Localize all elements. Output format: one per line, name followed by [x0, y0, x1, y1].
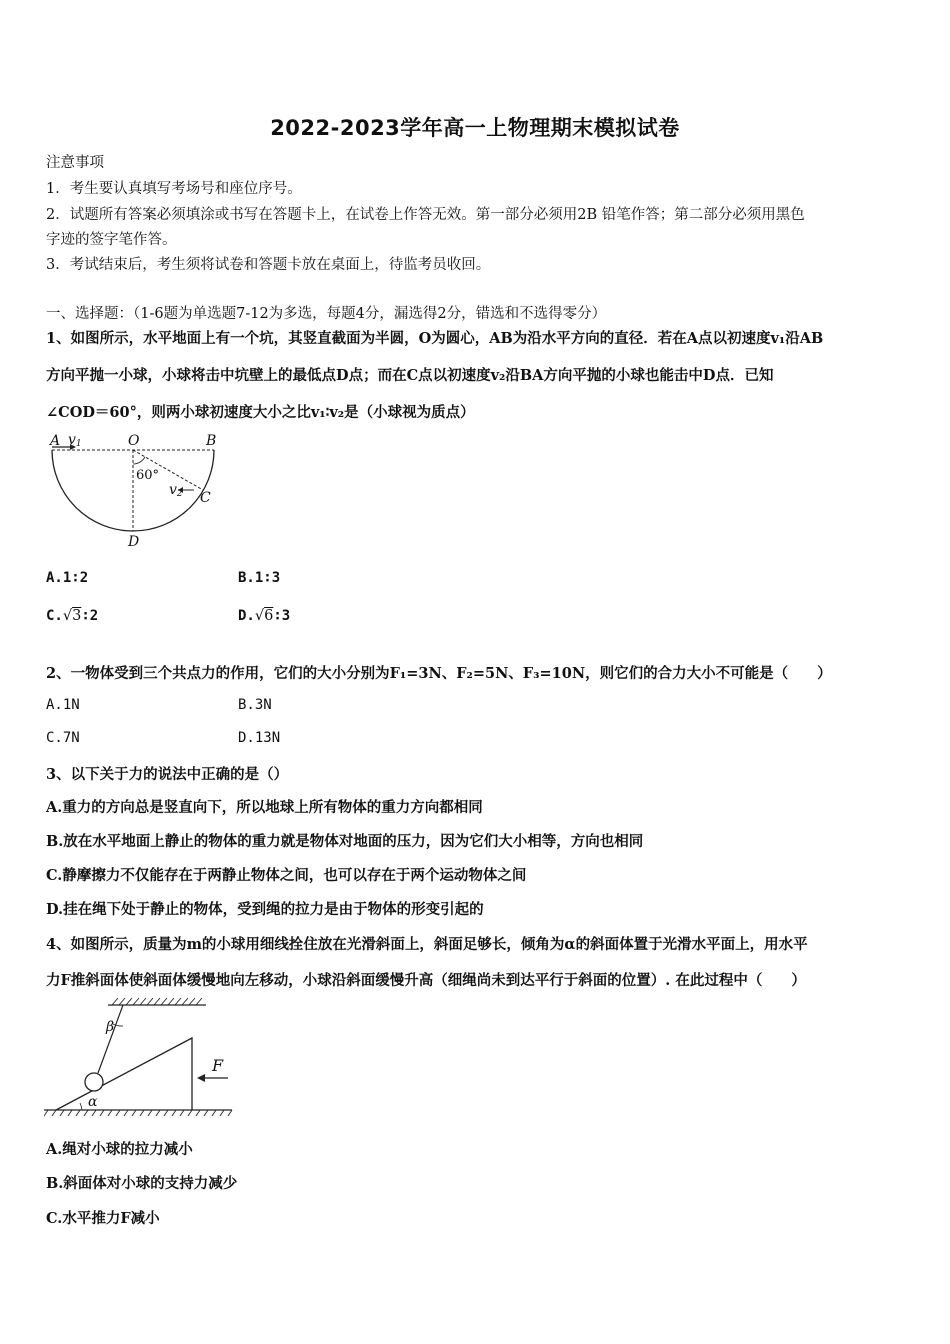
q4-option-b: B.斜面体对小球的支持力减少	[46, 1175, 238, 1192]
q2-option-b: B.3N	[238, 697, 272, 713]
q1-option-a: A.1∶2	[46, 570, 89, 586]
point-b-label: B	[206, 433, 217, 449]
angle-label: 60°	[136, 468, 160, 483]
notice-heading: 注意事项	[46, 155, 104, 171]
force-f-label: F	[212, 1056, 224, 1075]
v2-label: v2	[169, 482, 183, 499]
q1-option-d: D.√6∶3	[238, 608, 291, 624]
point-c-label: C	[200, 490, 211, 506]
notice-item: 2．试题所有答案必须填涂或书写在答题卡上，在试卷上作答无效。第一部分必须用2B 铅笔作答；第二部分必须用黑色	[46, 207, 805, 223]
q3-option-d: D.挂在绳下处于静止的物体，受到绳的拉力是由于物体的形变引起的	[46, 901, 484, 918]
q1-stem-line: ∠COD＝60°，则两小球初速度大小之比v₁∶v₂是（小球视为质点）	[46, 404, 475, 421]
q3-option-a: A.重力的方向总是竖直向下，所以地球上所有物体的重力方向都相同	[46, 799, 483, 816]
incline-ball-figure	[44, 995, 236, 1123]
alpha-label: α	[88, 1094, 98, 1110]
beta-label: β	[106, 1019, 115, 1035]
notice-item: 3．考试结束后，考生须将试卷和答题卡放在桌面上，待监考员收回。	[46, 257, 491, 273]
page-title: 2022-2023学年高一上物理期末模拟试卷	[270, 116, 680, 140]
notice-item: 字迹的签字笔作答。	[46, 232, 177, 248]
q4-stem-line: 力F推斜面体使斜面体缓慢地向左移动，小球沿斜面缓慢升高（细绳尚未到达平行于斜面的位置）. 在此过程中（ ）	[46, 972, 806, 989]
q2-option-a: A.1N	[46, 697, 80, 713]
q3-stem: 3、以下关于力的说法中正确的是（）	[46, 766, 289, 783]
point-o-label: O	[128, 433, 140, 449]
q2-option-c: C.7N	[46, 730, 80, 746]
section-heading: 一、选择题：（1-6题为单选题7-12为多选，每题4分，漏选得2分，错选和不选得零分）	[46, 306, 607, 322]
q4-option-c: C.水平推力F减小	[46, 1210, 160, 1227]
point-a-label: A	[50, 433, 61, 449]
point-d-label: D	[128, 534, 140, 550]
q1-option-c: C.√3∶2	[46, 608, 99, 624]
q2-stem: 2、一物体受到三个共点力的作用，它们的大小分别为F₁=3N、F₂=5N、F₃=10N，则它们的合力大小不可能是（ ）	[46, 665, 832, 682]
q3-option-c: C.静摩擦力不仅能存在于两静止物体之间，也可以存在于两个运动物体之间	[46, 867, 527, 884]
q4-stem-line: 4、如图所示，质量为m的小球用细线拴住放在光滑斜面上，斜面足够长，倾角为α的斜面体置于光滑水平面上，用水平	[46, 936, 808, 953]
q1-stem-line: 1、如图所示，水平地面上有一个坑，其竖直截面为半圆，O为圆心，AB为沿水平方向的直径．若在A点以初速度v₁沿AB	[46, 330, 824, 347]
q3-option-b: B.放在水平地面上静止的物体的重力就是物体对地面的压力，因为它们大小相等，方向也相同	[46, 833, 644, 850]
q1-option-b: B.1∶3	[238, 570, 281, 586]
q1-stem-line: 方向平抛一小球，小球将击中坑壁上的最低点D点；而在C点以初速度v₂沿BA方向平抛的小球也能击中D点．已知	[46, 367, 774, 384]
notice-item: 1．考生要认真填写考场号和座位序号。	[46, 181, 302, 197]
semicircle-pit-figure	[44, 430, 234, 552]
q4-option-a: A.绳对小球的拉力减小	[46, 1141, 193, 1158]
v1-label: v1	[68, 432, 82, 449]
q2-option-d: D.13N	[238, 730, 281, 746]
